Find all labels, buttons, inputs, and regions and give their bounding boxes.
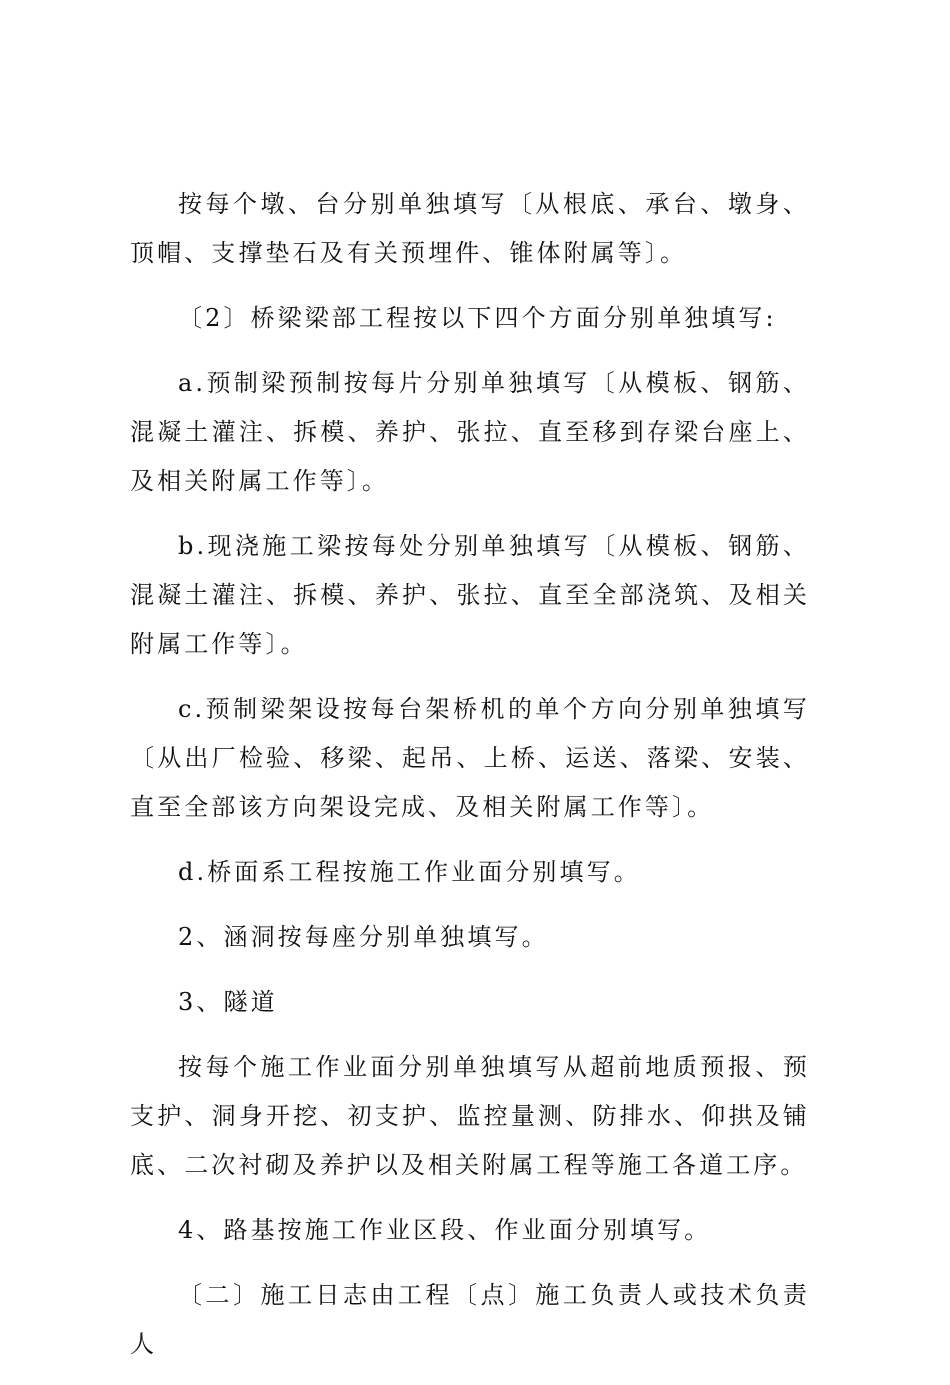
paragraph-tunnel-heading: 3、隧道: [178, 988, 278, 1016]
paragraph-tunnel-detail: 按每个施工作业面分别单独填写从超前地质预报、预支护、洞身开挖、初支护、监控量测、防排水、仰拱及铺底、二次衬砌及养护以及相关附属工程等施工各道工序。: [130, 1053, 810, 1179]
paragraph-cast-in-place-beam: b.现浇施工梁按每处分别单独填写〔从模板、钢筋、混凝土灌注、拆模、养护、张拉、直至全部浇筑、及相关附属工作等〕。: [130, 532, 810, 658]
paragraph-construction-log: 〔二〕施工日志由工程〔点〕施工负责人或技术负责人: [130, 1281, 810, 1358]
paragraph-subgrade: 4、路基按施工作业区段、作业面分别填写。: [178, 1216, 712, 1244]
paragraph-beam-erection: c.预制梁架设按每台架桥机的单个方向分别单独填写〔从出厂检验、移梁、起吊、上桥、运送、落梁、安装、直至全部该方向架设完成、及相关附属工作等〕。: [130, 695, 810, 821]
paragraph-deck-system: d.桥面系工程按施工作业面分别填写。: [178, 858, 641, 886]
paragraph-pier-abutment: 按每个墩、台分别单独填写〔从根底、承台、墩身、顶帽、支撑垫石及有关预埋件、锥体附属等〕。: [130, 190, 810, 267]
document-body: [130, 180, 810, 1385]
paragraph-precast-beam: a.预制梁预制按每片分别单独填写〔从模板、钢筋、混凝土灌注、拆模、养护、张拉、直至移到存梁台座上、及相关附属工作等〕。: [130, 369, 810, 495]
paragraph-culvert: 2、涵洞按每座分别单独填写。: [178, 923, 549, 951]
paragraph-beam-works: 〔2〕桥梁梁部工程按以下四个方面分别单独填写:: [178, 304, 777, 332]
